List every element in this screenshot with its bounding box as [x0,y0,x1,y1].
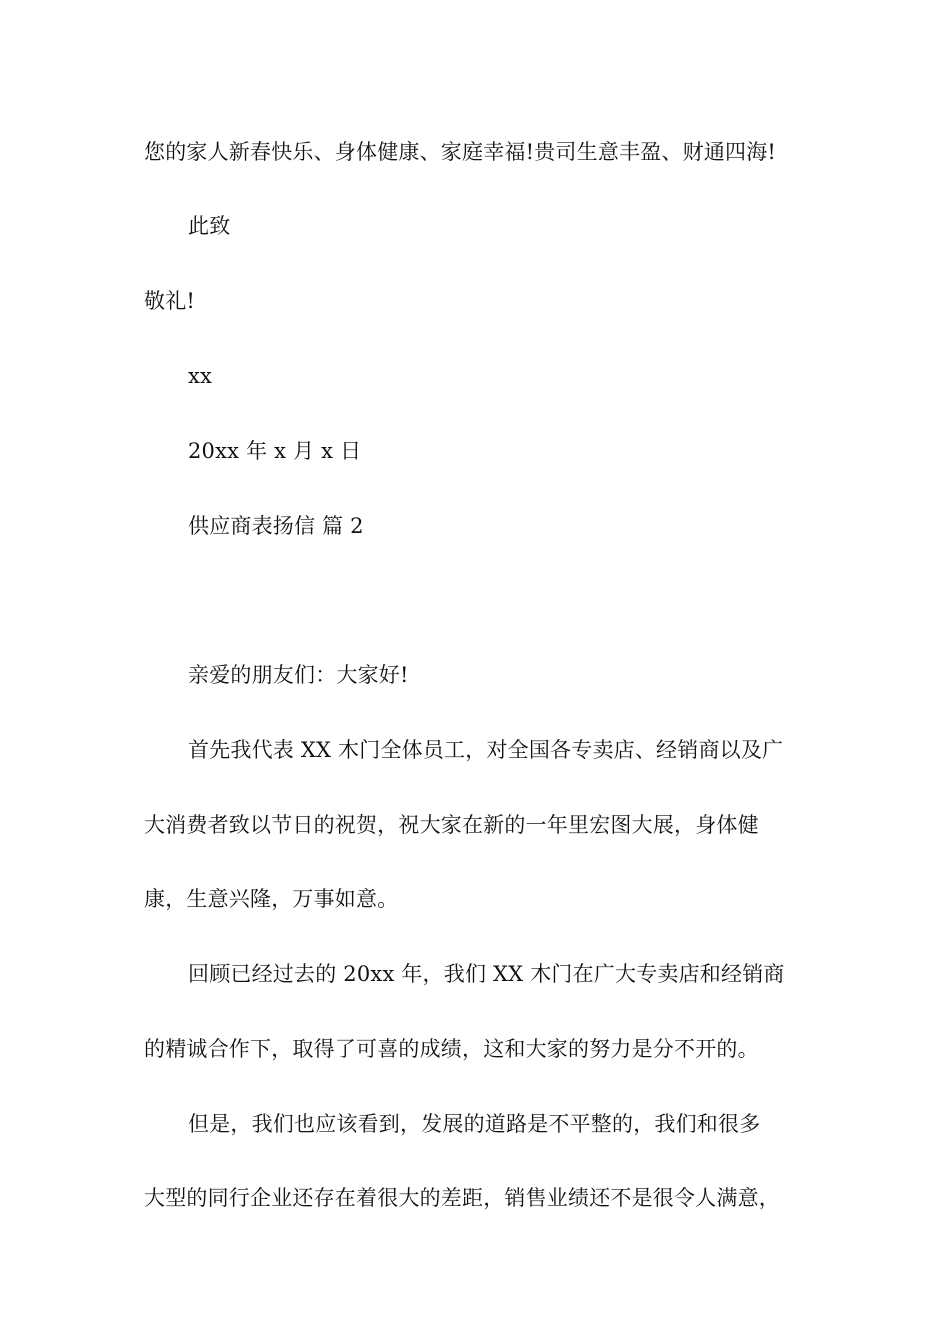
text-line-paragraph-2b: 的精诚合作下，取得了可喜的成绩，这和大家的努力是分不开的。 [144,1037,759,1061]
text-line-closing-wishes: 您的家人新春快乐、身体健康、家庭幸福!贵司生意丰盈、财通四海! [144,140,777,164]
text-line-paragraph-1b: 大消费者致以节日的祝贺，祝大家在新的一年里宏图大展，身体健 [144,813,759,837]
text-line-jingli: 敬礼! [144,289,196,313]
text-line-paragraph-3b: 大型的同行企业还存在着很大的差距，销售业绩还不是很令人满意， [144,1186,780,1210]
text-line-cizhi: 此致 [188,214,231,238]
text-line-paragraph-3a: 但是，我们也应该看到，发展的道路是不平整的，我们和很多 [188,1112,761,1136]
section-heading: 供应商表扬信 篇 2 [188,514,364,538]
text-line-greeting: 亲爱的朋友们：大家好! [188,663,409,687]
text-line-signature: xx [188,364,213,388]
text-line-paragraph-2a: 回顾已经过去的 20xx 年，我们 XX 木门在广大专卖店和经销商 [188,962,785,986]
text-line-paragraph-1a: 首先我代表 XX 木门全体员工，对全国各专卖店、经销商以及广 [188,738,784,762]
text-line-paragraph-1c: 康，生意兴隆，万事如意。 [144,887,399,911]
text-line-date: 20xx 年 x 月 x 日 [188,439,362,463]
